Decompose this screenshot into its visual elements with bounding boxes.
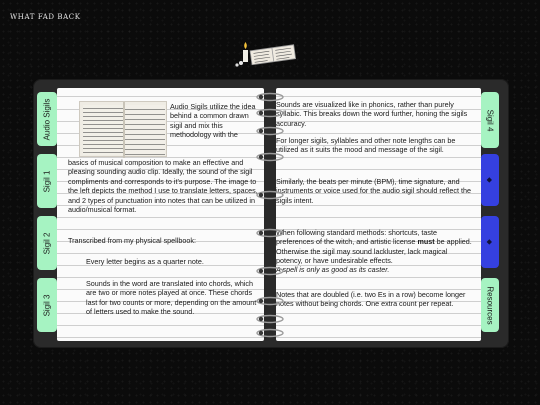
- back-link[interactable]: WHAT FAD BACK: [10, 13, 81, 21]
- ring-icon: [255, 152, 285, 162]
- ring-icon: [255, 108, 285, 118]
- arrow-icon: ◆: [485, 239, 493, 245]
- right-para-4: When following standard methods: shortcuts, taste preferences of the witch, and artistic license must be applied. Otherwise the sigil may sound lackluster, lack magical potency, or have undesirable effects.: [276, 228, 472, 266]
- ring-icon: [255, 296, 285, 306]
- tab-label: Sigil 4: [485, 109, 495, 131]
- tab-sigil-4[interactable]: [481, 92, 499, 148]
- intro-wrap-text: Audio Sigils utilize the idea behind a common drawn sigil and mix this methodology with the: [170, 102, 256, 140]
- ring-icon: [255, 314, 285, 324]
- tab-label: Sigil 2: [42, 232, 52, 254]
- tab-audio-sigils[interactable]: [37, 92, 57, 146]
- right-para-5: Notes that are doubled (i.e. two Es in a row) become longer notes without being chords. One extra count per repeat.: [276, 290, 466, 309]
- tab-sigil-1[interactable]: [37, 154, 57, 208]
- binder-rings: [255, 90, 285, 340]
- tab-label: Sigil 3: [42, 294, 52, 316]
- right-para-2: For longer sigils, syllables and other note lengths can be utilized as it suits the mood and message of the sigil.: [276, 136, 456, 155]
- right-para-3: Similarly, the beats per minute (BPM), time signature, and instruments or voice used for the audio sigil should reflect the sigils intent.: [276, 177, 471, 205]
- ring-icon: [255, 266, 285, 276]
- transcribed-heading: Transcribed from my physical spellbook:: [68, 236, 196, 245]
- ring-icon: [255, 126, 285, 136]
- tab-label: Sigil 1: [42, 170, 52, 192]
- caster-quote: A spell is only as good as its caster.: [276, 265, 390, 274]
- rule-2: Sounds in the word are translated into chords, which are two or more notes played at once. These chords last for two counts or more, depending on the amount of letters used to make the sound.: [86, 279, 257, 317]
- ring-icon: [255, 92, 285, 102]
- intro-text: basics of musical composition to make an effective and pleasing sounding audio clip. Ideally, the sound of the sigil compliments and corresponds to it's purpose. The image to the left depicts the method I use to translate letters, spaces, and 2 types of punctuation into notes that can be utilized in audio/musical format.: [68, 158, 258, 215]
- ring-icon: [255, 228, 285, 238]
- rule-1: Every letter begins as a quarter note.: [86, 257, 204, 266]
- spellbook-candle-icon: [231, 38, 309, 68]
- tab-label: Audio Sigils: [42, 98, 52, 140]
- tab-next-2[interactable]: [481, 216, 499, 268]
- tab-resources[interactable]: [481, 278, 499, 332]
- ring-icon: [255, 328, 285, 338]
- ring-icon: [255, 190, 285, 200]
- right-para-1: Sounds are visualized like in phonics, rather than purely syllabic. This breaks down the word further, honing the sigils accuracy.: [276, 100, 468, 128]
- tab-sigil-3[interactable]: [37, 278, 57, 332]
- arrow-icon: ◆: [485, 177, 493, 183]
- spellbook-photo: [79, 101, 167, 157]
- tab-next-1[interactable]: [481, 154, 499, 206]
- tab-label: Resources: [485, 285, 495, 325]
- tab-sigil-2[interactable]: [37, 216, 57, 270]
